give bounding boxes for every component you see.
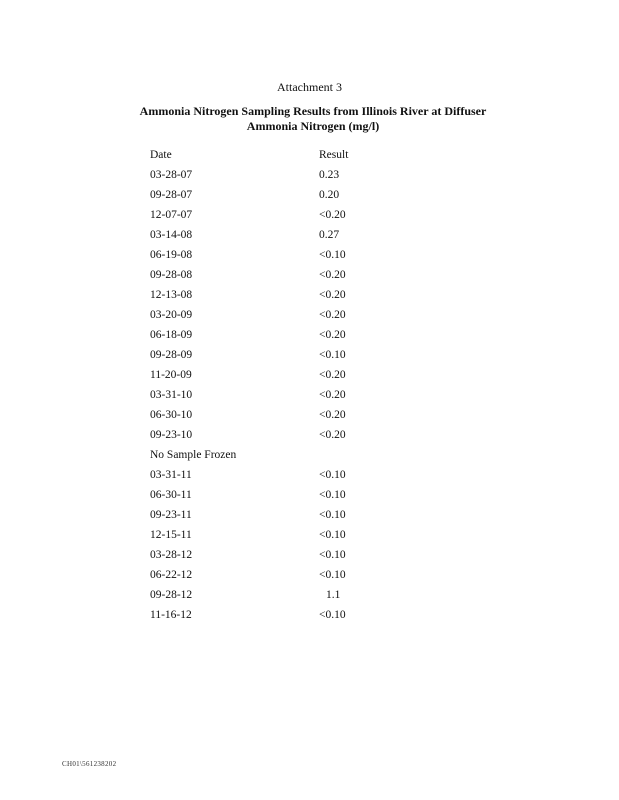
date-cell: 06-30-11: [150, 489, 192, 501]
date-cell: 03-20-09: [150, 309, 193, 321]
result-cell: <0.20: [319, 369, 346, 381]
table-row: [150, 466, 410, 486]
date-cell: 03-28-12: [150, 549, 193, 561]
date-cell: 09-23-10: [150, 429, 193, 441]
table-row: [150, 606, 410, 626]
table-row: [150, 386, 410, 406]
table-row: [150, 346, 410, 366]
results-table: [150, 146, 410, 626]
result-cell: <0.10: [319, 489, 346, 501]
date-cell: 12-07-07: [150, 209, 193, 221]
result-cell: <0.10: [319, 609, 346, 621]
table-row: [150, 486, 410, 506]
table-row: [150, 586, 410, 606]
date-cell: 11-16-12: [150, 609, 192, 621]
table-row: [150, 426, 410, 446]
result-cell: <0.20: [319, 429, 346, 441]
result-cell: 1.1: [326, 589, 341, 601]
table-row: [150, 506, 410, 526]
date-cell: 06-22-12: [150, 569, 193, 581]
table-row: [150, 366, 410, 386]
result-cell: 0.20: [319, 189, 340, 201]
result-cell: <0.20: [319, 389, 346, 401]
column-header-date: Date: [150, 149, 172, 161]
table-row: [150, 526, 410, 546]
table-row: [150, 446, 410, 466]
date-cell: 03-31-10: [150, 389, 193, 401]
result-cell: <0.20: [319, 269, 346, 281]
table-row: [150, 566, 410, 586]
date-cell: 09-28-08: [150, 269, 193, 281]
result-cell: <0.10: [319, 469, 346, 481]
result-cell: 0.27: [319, 229, 340, 241]
table-row: [150, 266, 410, 286]
result-cell: <0.20: [319, 409, 346, 421]
result-cell: <0.20: [319, 289, 346, 301]
result-cell: <0.10: [319, 569, 346, 581]
date-cell: 09-28-07: [150, 189, 193, 201]
result-cell: <0.10: [319, 549, 346, 561]
date-cell: 09-23-11: [150, 509, 192, 521]
table-row: [150, 206, 410, 226]
date-cell: 09-28-12: [150, 589, 193, 601]
date-cell: 06-30-10: [150, 409, 193, 421]
date-cell: 11-20-09: [150, 369, 192, 381]
table-row: [150, 246, 410, 266]
date-cell: 03-28-07: [150, 169, 193, 181]
result-cell: 0.23: [319, 169, 340, 181]
date-cell: 03-31-11: [150, 469, 192, 481]
table-row: [150, 166, 410, 186]
table-row: [150, 546, 410, 566]
date-cell: 06-19-08: [150, 249, 193, 261]
table-row: [150, 306, 410, 326]
attachment-label: Attachment 3: [277, 80, 342, 94]
date-cell: 09-28-09: [150, 349, 193, 361]
result-cell: <0.20: [319, 329, 346, 341]
note-cell: No Sample Frozen: [150, 449, 237, 461]
column-header-result: Result: [319, 149, 349, 161]
result-cell: <0.10: [319, 249, 346, 261]
date-cell: 06-18-09: [150, 329, 193, 341]
table-row: [150, 406, 410, 426]
table-row: [150, 226, 410, 246]
date-cell: 03-14-08: [150, 229, 193, 241]
date-cell: 12-15-11: [150, 529, 192, 541]
result-cell: <0.10: [319, 509, 346, 521]
table-row: [150, 186, 410, 206]
table-row: [150, 326, 410, 346]
table-row: [150, 286, 410, 306]
document-reference-code: CH01\561238202: [62, 760, 117, 768]
table-header-row: [150, 146, 410, 166]
date-cell: 12-13-08: [150, 289, 193, 301]
result-cell: <0.20: [319, 309, 346, 321]
result-cell: <0.10: [319, 349, 346, 361]
title-line-1: Ammonia Nitrogen Sampling Results from Illinois River at Diffuser: [139, 104, 487, 118]
result-cell: <0.20: [319, 209, 346, 221]
document-title: [0, 104, 619, 134]
result-cell: <0.10: [319, 529, 346, 541]
title-line-2: Ammonia Nitrogen (mg/l): [246, 119, 380, 133]
